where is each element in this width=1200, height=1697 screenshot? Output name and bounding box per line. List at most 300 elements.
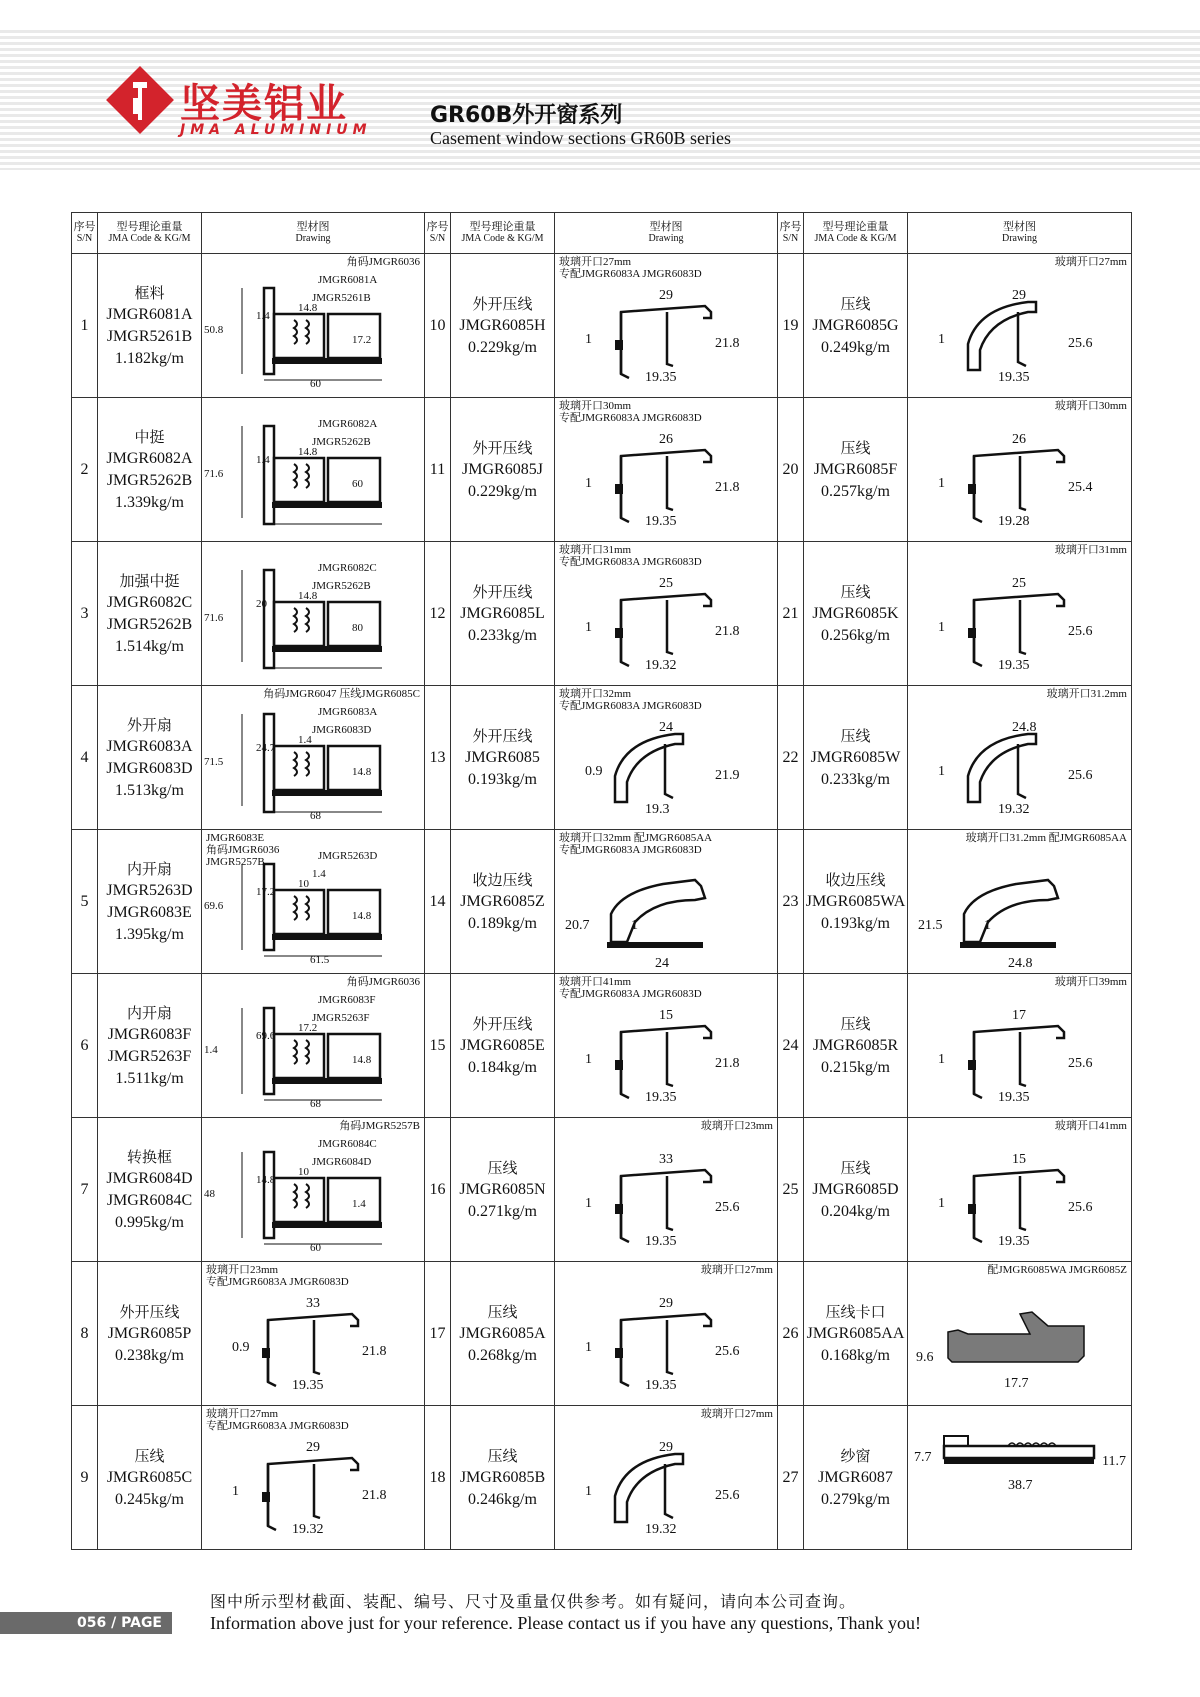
profile-sn: 8 [72,1262,98,1406]
profile-code: JMGR6085B [459,1468,546,1486]
profile-sn: 13 [425,686,451,830]
dimension-label: 15 [1012,1152,1026,1167]
profile-section-drawing [908,398,1131,532]
profile-drawing-cell [555,542,778,686]
profile-code-cell [98,1118,202,1262]
drawing-caption: 玻璃开口27mm [559,256,632,268]
profile-section-drawing [202,398,425,532]
table-row [72,686,1132,830]
profile-code: JMGR6085WA [805,892,906,910]
profile-code-cell [451,398,555,542]
dimension-label: 25.6 [1068,1200,1093,1215]
profile-drawing-cell [202,1118,425,1262]
profile-code: JMGR5263F [107,1047,192,1065]
dimension-label: 29 [659,1296,673,1311]
profile-section-drawing [908,1406,1131,1540]
header-drawing [202,213,425,254]
dimension-label: 19.3 [645,802,670,817]
profile-weight: 0.245kg/m [115,1490,184,1508]
dimension-label: 9.6 [916,1350,934,1365]
dimension-label: 1 [631,918,638,933]
drawing-caption: 角码JMGR6036 [346,976,420,988]
dimension-label: JMGR6084C [318,1138,377,1150]
header-sn-en: S/N [429,233,446,244]
header-code [804,213,908,254]
profile-weight: 0.215kg/m [821,1058,890,1076]
profile-drawing-cell [202,974,425,1118]
profile-name: 压线 [840,294,871,313]
header-sn [72,213,98,254]
profile-drawing-cell [555,398,778,542]
profile-weight: 0.189kg/m [468,914,537,932]
profile-code: JMGR5261B [106,327,193,345]
dimension-label: 1.4 [256,454,270,466]
dimension-label: 71.5 [204,756,224,768]
header-code [98,213,202,254]
footer-note-en: Information above just for your reference. Please contact us if you have any questions, Thank you! [210,1613,921,1633]
profile-name: 压线 [840,438,871,457]
dimension-label: JMGR6083F [318,994,376,1006]
profile-name: 外开压线 [472,438,533,457]
dimension-label: 25.6 [1068,768,1093,783]
profile-drawing-cell [202,398,425,542]
profile-code: JMGR6085N [459,1180,546,1198]
dimension-label: 1 [585,1052,592,1067]
dimension-label: 25.6 [1068,624,1093,639]
profile-name: 内开扇 [126,859,172,878]
header-drawing-en: Drawing [295,233,331,244]
table-row [72,1118,1132,1262]
profile-weight: 0.279kg/m [821,1490,890,1508]
profile-weight: 0.256kg/m [821,626,890,644]
dimension-label: 25 [1012,576,1026,591]
profile-code-cell [804,1262,908,1406]
profile-code: JMGR6085D [812,1180,899,1198]
profile-code-cell [804,542,908,686]
dimension-label: 19.35 [998,370,1030,385]
profile-drawing-cell [908,398,1132,542]
dimension-label: 1 [585,620,592,635]
header-sn-en: S/N [76,233,93,244]
profile-sn: 27 [778,1406,804,1550]
profile-code: JMGR6084D [106,1169,193,1187]
dimension-label: 1 [938,1196,945,1211]
profile-code: JMGR6085P [107,1324,192,1342]
profile-name: 压线 [487,1302,518,1321]
profile-weight: 0.229kg/m [468,482,537,500]
dimension-label: 26 [659,432,673,447]
dimension-label: 24.7 [256,742,276,754]
profile-code-cell [451,1406,555,1550]
profile-code: JMGR6085E [460,1036,545,1054]
table-row [72,254,1132,398]
profile-catalog-table [71,212,1132,1550]
header-sn-cn: 序号 [426,220,449,233]
profile-weight: 0.246kg/m [468,1490,537,1508]
header-drawing-cn: 型材图 [296,220,330,233]
drawing-caption: 玻璃开口41mm [1054,1120,1127,1132]
dimension-label: 38.7 [1008,1478,1033,1493]
profile-sn: 11 [425,398,451,542]
profile-code: JMGR6084C [106,1191,193,1209]
drawing-caption: 专配JMGR6083A JMGR6083D [559,988,702,1000]
drawing-caption: 玻璃开口32mm 配JMGR6085AA [559,832,713,844]
profile-drawing-cell [202,1262,425,1406]
dimension-label: JMGR5262B [312,436,371,448]
brand-logo [108,72,372,152]
dimension-label: 0.9 [585,764,603,779]
dimension-label: 25 [659,576,673,591]
profile-code: JMGR6085W [810,748,901,766]
header-sn-en: S/N [782,233,799,244]
profile-code-cell [804,254,908,398]
profile-section-drawing [202,1118,425,1252]
profile-code: JMGR6082C [106,593,193,611]
header-sn-cn: 序号 [73,220,96,233]
profile-code: JMGR6085 [465,748,540,766]
brand-name-cn: 坚美铝业 [180,81,348,127]
profile-code-cell [804,1406,908,1550]
profile-drawing-cell [202,542,425,686]
profile-sn: 7 [72,1118,98,1262]
profile-weight: 0.193kg/m [468,770,537,788]
profile-section-drawing [555,1118,778,1252]
dimension-label: 69.6 [256,1030,276,1042]
dimension-label: 24.8 [1012,720,1037,735]
profile-section-drawing [908,1118,1131,1252]
profile-section-drawing [908,542,1131,676]
profile-code-cell [804,398,908,542]
dimension-label: 19.35 [998,658,1030,673]
table-header-row [72,213,1132,254]
drawing-caption: 专配JMGR6083A JMGR6083D [206,1420,349,1432]
profile-code: JMGR6085K [812,604,899,622]
profile-sn: 5 [72,830,98,974]
dimension-label: JMGR6082A [318,418,378,430]
profile-drawing-cell [908,1118,1132,1262]
profile-weight: 0.271kg/m [468,1202,537,1220]
dimension-label: 19.32 [645,1522,677,1537]
dimension-label: 1 [585,332,592,347]
dimension-label: 19.35 [998,1234,1030,1249]
header-code-cn: 型号理论重量 [822,220,889,233]
dimension-label: 24.8 [1008,956,1033,971]
dimension-label: 21.9 [715,768,740,783]
dimension-label: 14.8 [352,910,372,922]
profile-weight: 0.238kg/m [115,1346,184,1364]
dimension-label: 1.4 [298,734,312,746]
dimension-label: 15 [659,1008,673,1023]
dimension-label: 17 [1012,1008,1026,1023]
profile-section-drawing [908,686,1131,820]
profile-name: 压线 [840,1158,871,1177]
profile-sn: 4 [72,686,98,830]
profile-code-cell [804,1118,908,1262]
profile-sn: 18 [425,1406,451,1550]
header-sn [425,213,451,254]
profile-drawing-cell [555,974,778,1118]
profile-name: 内开扇 [126,1003,172,1022]
drawing-caption: 角码JMGR6036 [206,844,280,856]
profile-name: 压线卡口 [825,1302,886,1321]
dimension-label: 25.4 [1068,480,1093,495]
dimension-label: 60 [310,378,321,390]
dimension-label: 21.8 [362,1488,387,1503]
profile-sn: 15 [425,974,451,1118]
dimension-label: 10 [298,1166,309,1178]
dimension-label: 17.2 [256,886,276,898]
dimension-label: 29 [659,288,673,303]
profile-code: JMGR6087 [818,1468,893,1486]
profile-drawing-cell [555,830,778,974]
drawing-caption: 玻璃开口32mm [559,688,632,700]
brand-name-en: JMA ALUMINIUM [180,122,372,138]
dimension-label: 25.6 [1068,336,1093,351]
dimension-label: 21.8 [362,1344,387,1359]
profile-name: 压线 [840,726,871,745]
dimension-label: 1.4 [352,1198,366,1210]
profile-code-cell [98,830,202,974]
profile-sn: 12 [425,542,451,686]
profile-sn: 9 [72,1406,98,1550]
drawing-caption: JMGR5257B [206,856,265,868]
profile-name: 外开扇 [126,715,172,734]
dimension-label: JMGR5263F [312,1012,370,1024]
profile-weight: 0.204kg/m [821,1202,890,1220]
dimension-label: 60 [352,478,363,490]
profile-sn: 6 [72,974,98,1118]
dimension-label: JMGR5263D [318,850,378,862]
dimension-label: 29 [1012,288,1026,303]
profile-code: JMGR6083E [107,903,192,921]
profile-drawing-cell [202,830,425,974]
profile-drawing-cell [202,1406,425,1550]
drawing-caption: 专配JMGR6083A JMGR6083D [559,412,702,424]
profile-name: 收边压线 [825,870,886,889]
dimension-label: 1 [938,476,945,491]
profile-weight: 0.257kg/m [821,482,890,500]
profile-name: 外开压线 [472,294,533,313]
profile-sn: 19 [778,254,804,398]
header-drawing [908,213,1132,254]
dimension-label: JMGR6084D [312,1156,372,1168]
profile-name: 外开压线 [472,1014,533,1033]
dimension-label: 29 [659,1440,673,1455]
drawing-caption: 配JMGR6085WA JMGR6085Z [987,1264,1127,1276]
dimension-label: 25.6 [715,1344,740,1359]
dimension-label: 29 [306,1440,320,1455]
dimension-label: 71.6 [204,468,224,480]
profile-weight: 0.168kg/m [821,1346,890,1364]
profile-drawing-cell [555,1118,778,1262]
profile-drawing-cell [908,974,1132,1118]
dimension-label: 33 [306,1296,320,1311]
header-code-en: JMA Code & KG/M [108,233,191,244]
profile-section-drawing [202,254,425,388]
profile-code: JMGR6085C [106,1468,193,1486]
dimension-label: 1 [585,476,592,491]
profile-code: JMGR6085A [459,1324,546,1342]
profile-code: JMGR6085R [812,1036,899,1054]
profile-sn: 17 [425,1262,451,1406]
profile-code-cell [98,974,202,1118]
header-code [451,213,555,254]
dimension-label: 1 [938,764,945,779]
profile-code: JMGR6085AA [806,1324,905,1342]
table-row [72,1406,1132,1550]
header-drawing-cn: 型材图 [1003,220,1036,233]
profile-drawing-cell [908,1262,1132,1406]
profile-weight: 1.339kg/m [115,493,184,511]
footer-note-cn: 图中所示型材截面、装配、编号、尺寸及重量仅供参考。如有疑问，请向本公司查询。 [210,1592,857,1611]
dimension-label: 17.2 [298,1022,318,1034]
dimension-label: 69.6 [204,900,224,912]
profile-name: 外开压线 [472,726,533,745]
drawing-caption: 玻璃开口23mm [700,1120,773,1132]
series-title: GR60B外开窗系列 [430,103,623,128]
profile-code: JMGR6085J [462,460,543,478]
profile-code-cell [804,830,908,974]
profile-weight: 0.184kg/m [468,1058,537,1076]
dimension-label: 1 [938,1052,945,1067]
profile-weight: 0.268kg/m [468,1346,537,1364]
dimension-label: 19.35 [645,514,677,529]
profile-sn: 21 [778,542,804,686]
profile-code-cell [98,398,202,542]
profile-weight: 0.229kg/m [468,338,537,356]
profile-sn: 1 [72,254,98,398]
dimension-label: 19.35 [645,1090,677,1105]
dimension-label: 19.32 [292,1522,324,1537]
dimension-label: 19.35 [645,1378,677,1393]
profile-sn: 23 [778,830,804,974]
table-row [72,1262,1132,1406]
dimension-label: 14.8 [298,302,318,314]
page-number: 056 / PAGE [0,1612,172,1634]
drawing-caption: 玻璃开口31mm [1054,544,1127,556]
dimension-label: 21.8 [715,336,740,351]
profile-section-drawing [202,686,425,820]
profile-name: 收边压线 [472,870,533,889]
profile-weight: 1.514kg/m [115,637,184,655]
dimension-label: JMGR6082C [318,562,377,574]
drawing-caption: 角码JMGR6036 [346,256,420,268]
dimension-label: 14.8 [256,1174,276,1186]
dimension-label: 19.35 [292,1378,324,1393]
profile-sn: 2 [72,398,98,542]
drawing-caption: 专配JMGR6083A JMGR6083D [559,268,702,280]
drawing-caption: JMGR6083E [206,832,265,844]
profile-code-cell [98,1406,202,1550]
header-drawing-en: Drawing [648,233,684,244]
dimension-label: 1 [984,918,991,933]
drawing-caption: 玻璃开口30mm [1054,400,1127,412]
dimension-label: 1 [938,620,945,635]
profile-sn: 16 [425,1118,451,1262]
drawing-caption: 专配JMGR6083A JMGR6083D [206,1276,349,1288]
profile-code: JMGR6083A [106,737,193,755]
profile-section-drawing [908,830,1131,964]
profile-name: 加强中挺 [119,571,180,590]
profile-weight: 1.182kg/m [115,349,184,367]
dimension-label: 50.8 [204,324,224,336]
drawing-caption: 专配JMGR6083A JMGR6083D [559,556,702,568]
profile-code: JMGR6085H [459,316,546,334]
header-drawing-cn: 型材图 [649,220,683,233]
profile-drawing-cell [555,686,778,830]
profile-section-drawing [555,1262,778,1396]
dimension-label: 17.2 [352,334,372,346]
profile-code: JMGR6082A [106,449,193,467]
dimension-label: 19.32 [645,658,677,673]
dimension-label: 68 [310,1098,321,1110]
profile-code-cell [451,974,555,1118]
profile-code: JMGR6085F [813,460,898,478]
dimension-label: 14.8 [298,590,318,602]
profile-weight: 0.193kg/m [821,914,890,932]
dimension-label: 10 [298,878,309,890]
dimension-label: 21.8 [715,624,740,639]
dimension-label: 1.4 [204,1044,218,1056]
dimension-label: 14.8 [352,766,372,778]
profile-weight: 1.395kg/m [115,925,184,943]
drawing-caption: 玻璃开口39mm [1054,976,1127,988]
drawing-caption: 玻璃开口27mm [700,1408,773,1420]
profile-weight: 0.233kg/m [468,626,537,644]
dimension-label: 71.6 [204,612,224,624]
dimension-label: 68 [310,810,321,822]
header-drawing-en: Drawing [1002,233,1037,244]
dimension-label: 21.8 [715,480,740,495]
dimension-label: 21.8 [715,1056,740,1071]
profile-code: JMGR6083D [106,759,193,777]
profile-code-cell [451,686,555,830]
drawing-caption: 玻璃开口23mm [206,1264,279,1276]
drawing-caption: 玻璃开口31mm [559,544,632,556]
dimension-label: 7.7 [914,1450,932,1465]
profile-drawing-cell [908,830,1132,974]
profile-code-cell [98,254,202,398]
drawing-caption: 玻璃开口27mm [1054,256,1127,268]
profile-code: JMGR6085L [460,604,545,622]
dimension-label: JMGR5262B [312,580,371,592]
dimension-label: 0.9 [232,1340,250,1355]
dimension-label: 1 [585,1340,592,1355]
profile-code-cell [98,686,202,830]
dimension-label: 80 [352,622,363,634]
dimension-label: 61.5 [310,954,330,966]
profile-name: 纱窗 [840,1446,871,1465]
profile-drawing-cell [908,686,1132,830]
profile-code: JMGR5263D [106,881,193,899]
dimension-label: 48 [204,1188,215,1200]
header-drawing [555,213,778,254]
dimension-label: 21.5 [918,918,943,933]
profile-weight: 0.995kg/m [115,1213,184,1231]
profile-code-cell [98,542,202,686]
profile-section-drawing [908,254,1131,388]
dimension-label: JMGR6083D [312,724,372,736]
dimension-label: 60 [310,1242,321,1254]
dimension-label: 19.35 [645,1234,677,1249]
profile-weight: 0.249kg/m [821,338,890,356]
dimension-label: 20 [256,598,267,610]
dimension-label: 33 [659,1152,673,1167]
dimension-label: 19.35 [645,370,677,385]
profile-name: 外开压线 [119,1302,180,1321]
dimension-label: 24 [655,956,669,971]
dimension-label: 1.4 [312,868,326,880]
